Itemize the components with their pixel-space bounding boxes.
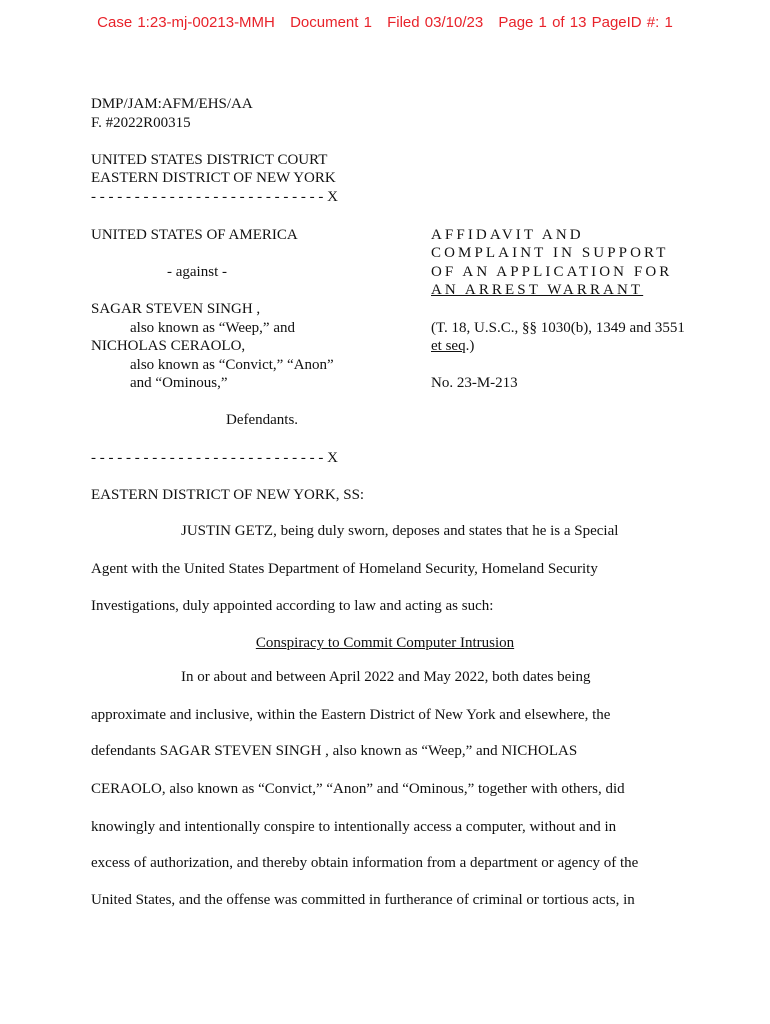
file-number: F. #2022R00315 xyxy=(91,115,191,131)
case-number: Case 1:23-mj-00213-MMH xyxy=(97,14,275,31)
caption-separator-top: - - - - - - - - - - - - - - - - - - - - - - - - - - - X xyxy=(91,189,338,205)
defendant-1-aka: also known as “Weep,” and xyxy=(130,320,295,336)
para-1-line-5: knowingly and intentionally conspire to intentionally access a computer, without and in xyxy=(91,819,617,835)
intro-line-2: Agent with the United States Department of Homeland Security, Homeland Security xyxy=(91,561,598,577)
defendants-label: Defendants. xyxy=(226,412,299,428)
defendant-2-aka-2: and “Ominous,” xyxy=(130,375,228,391)
filed-date: Filed 03/10/23 xyxy=(387,14,484,31)
doc-title-line-2: COMPLAINT IN SUPPORT xyxy=(431,245,669,261)
statute-citation: (T. 18, U.S.C., §§ 1030(b), 1349 and 3551 xyxy=(431,320,685,336)
plaintiff: UNITED STATES OF AMERICA xyxy=(91,227,298,243)
attorney-initials: DMP/JAM:AFM/EHS/AA xyxy=(91,96,253,112)
court-name: UNITED STATES DISTRICT COURT xyxy=(91,152,328,168)
section-heading: Conspiracy to Commit Computer Intrusion xyxy=(255,635,515,651)
caption-separator-bottom: - - - - - - - - - - - - - - - - - - - - - - - - - - - X xyxy=(91,450,338,466)
case-header xyxy=(0,14,770,32)
et-seq: et seq xyxy=(431,338,466,354)
para-1-line-3: defendants SAGAR STEVEN SINGH , also known as “Weep,” and NICHOLAS xyxy=(91,743,578,759)
statute-close: .) xyxy=(465,338,475,354)
para-1-line-7: United States, and the offense was committed in furtherance of criminal or tortious acts, in xyxy=(91,892,635,908)
intro-line-1: JUSTIN GETZ, being duly sworn, deposes and states that he is a Special xyxy=(181,523,619,539)
defendant-2-aka-1: also known as “Convict,” “Anon” xyxy=(130,357,334,373)
doc-title-line-3: OF AN APPLICATION FOR xyxy=(431,264,673,280)
document-number: Document 1 xyxy=(290,14,372,31)
venue-line: EASTERN DISTRICT OF NEW YORK, SS: xyxy=(91,487,365,503)
doc-title-line-1: AFFIDAVIT AND xyxy=(431,227,584,243)
statute-citation-cont xyxy=(431,337,474,355)
case-number-docket: No. 23-M-213 xyxy=(431,375,518,391)
para-1-line-1: In or about and between April 2022 and May 2022, both dates being xyxy=(181,669,591,685)
court-district: EASTERN DISTRICT OF NEW YORK xyxy=(91,170,336,186)
para-1-line-2: approximate and inclusive, within the Eastern District of New York and elsewhere, the xyxy=(91,707,611,723)
against-label: - against - xyxy=(167,264,227,280)
page-id: Page 1 of 13 PageID #: 1 xyxy=(498,14,673,31)
defendant-2: NICHOLAS CERAOLO, xyxy=(91,338,246,354)
doc-title-line-4: AN ARREST WARRANT xyxy=(431,282,644,298)
para-1-line-6: excess of authorization, and thereby obtain information from a department or agency of the xyxy=(91,855,639,871)
para-1-line-4: CERAOLO, also known as “Convict,” “Anon” and “Ominous,” together with others, did xyxy=(91,781,625,797)
intro-line-3: Investigations, duly appointed according to law and acting as such: xyxy=(91,598,494,614)
defendant-1: SAGAR STEVEN SINGH , xyxy=(91,301,261,317)
